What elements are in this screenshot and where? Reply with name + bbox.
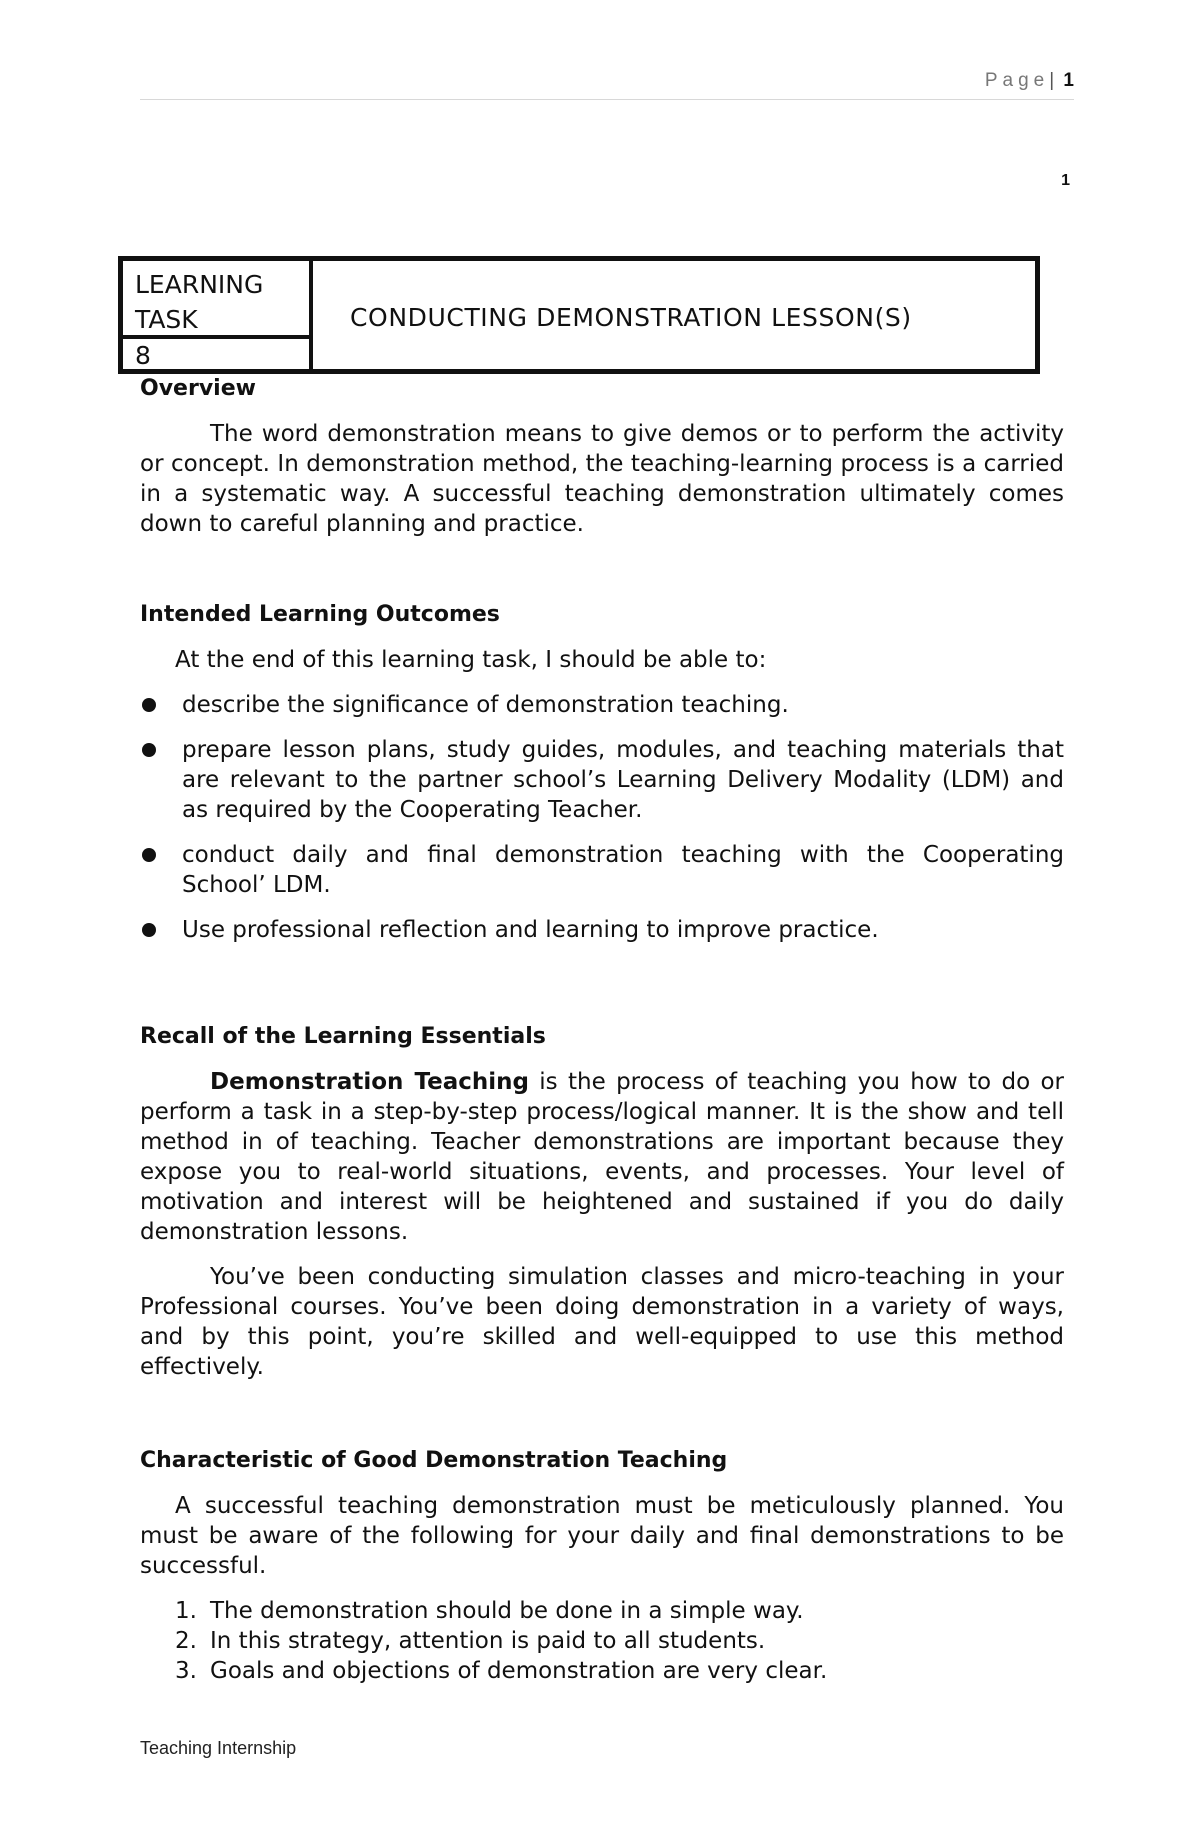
ilo-list [140, 690, 1064, 945]
title-left-column [123, 261, 313, 369]
task-number: 8 [135, 341, 151, 370]
page-separator: | [1049, 70, 1055, 91]
page-number: 1 [1063, 70, 1074, 91]
recall-heading: Recall of the Learning Essentials [140, 1024, 546, 1049]
page-label: Page [984, 70, 1050, 91]
characteristics-section [140, 1446, 1064, 1686]
title-table [118, 256, 1040, 374]
list-item: 3. Goals and objections of demonstration are very clear. [175, 1658, 828, 1684]
characteristics-intro: A successful teaching demonstration must be meticulously planned. You must be aware of the following for your daily and final demonstrations to be successful. [140, 1493, 1064, 1579]
lesson-title: CONDUCTING DEMONSTRATION LESSON(S) [350, 302, 912, 332]
bullet-icon [142, 848, 156, 862]
list-item: 2. In this strategy, attention is paid to all students. [175, 1628, 766, 1654]
list-item: Use professional reflection and learning to improve practice. [140, 915, 1064, 945]
characteristics-list [140, 1596, 1064, 1686]
list-item: 1. The demonstration should be done in a simple way. [175, 1598, 804, 1624]
document-number: 1 [1061, 172, 1070, 189]
page-header [140, 70, 1074, 100]
overview-paragraph: The word demonstration means to give demos or to perform the activity or concept. In demonstration method, the teaching-learning process is a carried in a systematic way. A successful teaching demonstration ultimately comes down to careful planning and practice. [140, 421, 1064, 537]
overview-section [140, 374, 1064, 539]
bullet-icon [142, 923, 156, 937]
ilo-heading: Intended Learning Outcomes [140, 602, 500, 627]
overview-heading: Overview [140, 376, 256, 401]
list-item: conduct daily and final demonstration teaching with the Cooperating School’ LDM. [140, 840, 1064, 900]
page-footer: Teaching Internship [140, 1738, 297, 1758]
bullet-icon [142, 743, 156, 757]
ilo-intro: At the end of this learning task, I should be able to: [175, 647, 767, 673]
list-item: prepare lesson plans, study guides, modules, and teaching materials that are relevant to the partner school’s Learning Delivery Modality (LDM) and as required by the Cooperating Teacher. [140, 735, 1064, 825]
recall-section [140, 1022, 1064, 1382]
learning-task-label: LEARNING TASK [123, 261, 309, 339]
characteristics-heading: Characteristic of Good Demonstration Teaching [140, 1448, 728, 1473]
recall-term: Demonstration Teaching [210, 1069, 529, 1095]
bullet-icon [142, 698, 156, 712]
recall-paragraph-1-text: is the process of teaching you how to do or perform a task in a step-by-step process/logical manner. It is the show and tell method in of teaching. Teacher demonstrations are important because they expose you to real-world situations, events, and processes. Your level of motivation and interest will be heightened and sustained if you do daily demonstration lessons. [140, 1069, 1064, 1245]
list-item: describe the significance of demonstration teaching. [140, 690, 1064, 720]
ilo-section [140, 600, 1064, 945]
recall-paragraph-2: You’ve been conducting simulation classes and micro-teaching in your Professional courses. You’ve been doing demonstration in a variety of ways, and by this point, you’re skilled and well-equipped to use this method effectively. [140, 1264, 1064, 1380]
recall-paragraph-1 [140, 1067, 1064, 1247]
